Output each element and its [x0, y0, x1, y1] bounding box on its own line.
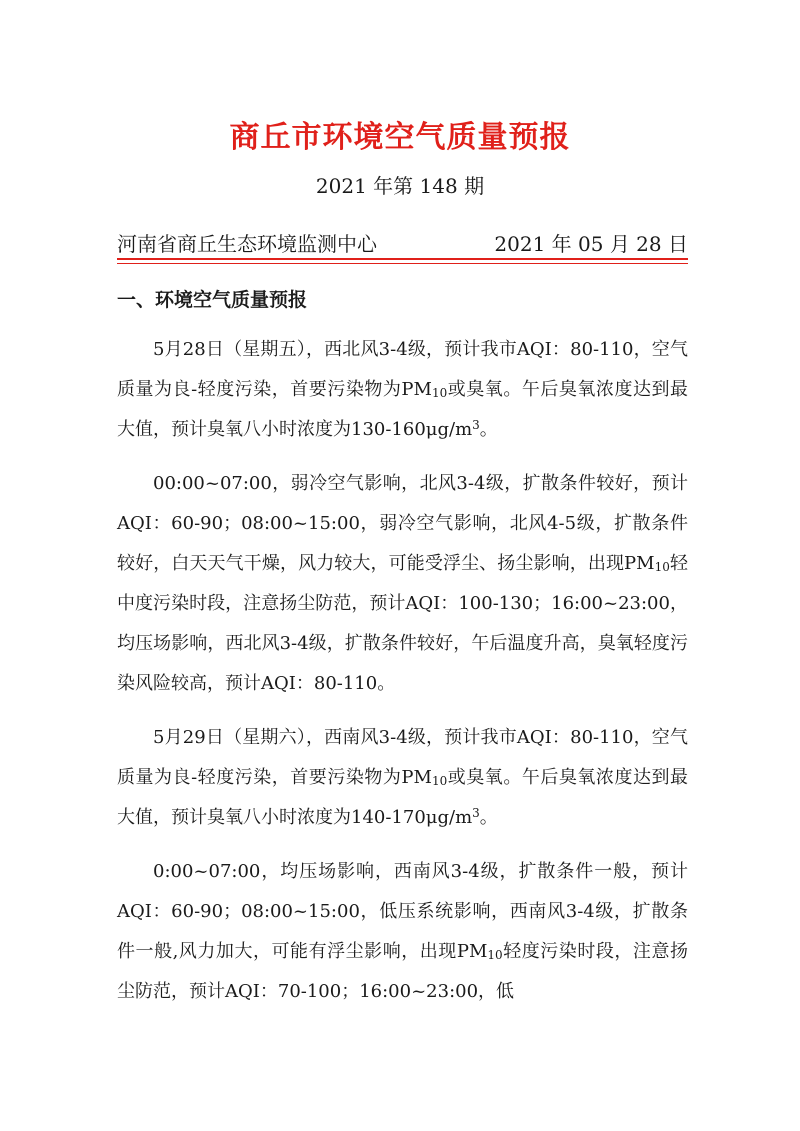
issue-number: 2021 年第 148 期 [315, 174, 485, 198]
day2-summary-paragraph [117, 718, 688, 838]
day1-summary-paragraph [117, 330, 688, 450]
day2-detail-text-a: 0:00~07:00，均压场影响，西南风3-4级，扩散条件一般，预计AQI：60-90；08:00~15:00，低压系统影响，西南风3-4级，扩散条件一般,风力加大，可能有浮尘影响，出现PM [117, 861, 688, 962]
header-divider-thin [117, 263, 688, 264]
report-title: 商丘市环境空气质量预报 [229, 120, 571, 155]
day2-detail-paragraph [117, 852, 688, 1012]
day2-pm-subscript: 10 [431, 774, 448, 788]
report-body [117, 284, 688, 1026]
day1-detail-text-b: 轻中度污染时段，注意扬尘防范，预计AQI：100-130；16:00~23:00，均压场影响，西北风3-4级，扩散条件较好，午后温度升高，臭氧轻度污染风险较高，预计AQI：80-110。 [117, 553, 688, 694]
day2-summary-text-a: 5月29日（星期六），西南风3-4级，预计我市AQI：80-110，空气质量为良-轻度污染，首要污染物为PM [117, 727, 688, 788]
day1-detail-paragraph [117, 464, 688, 704]
day1-summary-text-c: 。 [479, 419, 498, 440]
issuer-row [117, 228, 688, 256]
day2-summary-text-b: 或臭氧。午后臭氧浓度达到最大值，预计臭氧八小时浓度为140-170μg/m [117, 767, 688, 828]
day2-detail-text-b: 轻度污染时段，注意扬尘防范，预计AQI：70-100；16:00~23:00，低 [117, 941, 688, 1002]
day2-detail-pm-subscript: 10 [487, 948, 503, 962]
day1-summary-text-a: 5月28日（星期五），西北风3-4级，预计我市AQI：80-110，空气质量为良-轻度污染，首要污染物为PM [117, 339, 688, 400]
day2-summary-text-c: 。 [479, 807, 498, 828]
day1-summary-text-b: 或臭氧。午后臭氧浓度达到最大值，预计臭氧八小时浓度为130-160μg/m [117, 379, 688, 440]
day1-detail-text-a: 00:00~07:00，弱冷空气影响，北风3-4级，扩散条件较好，预计AQI：60-90；08:00~15:00，弱冷空气影响，北风4-5级，扩散条件较好，白天天气干燥，风力较大，可能受浮尘、扬尘影响，出现PM [117, 473, 688, 574]
day1-unit-superscript: 3 [472, 418, 480, 432]
issuing-organization: 河南省商丘生态环境监测中心 [117, 232, 377, 256]
day1-detail-pm-subscript: 10 [654, 560, 670, 574]
day2-unit-superscript: 3 [472, 806, 480, 820]
header-divider-thick [117, 258, 688, 260]
day1-pm-subscript: 10 [431, 386, 448, 400]
section-heading: 一、环境空气质量预报 [117, 289, 308, 311]
issue-date: 2021 年 05 月 28 日 [494, 232, 688, 256]
